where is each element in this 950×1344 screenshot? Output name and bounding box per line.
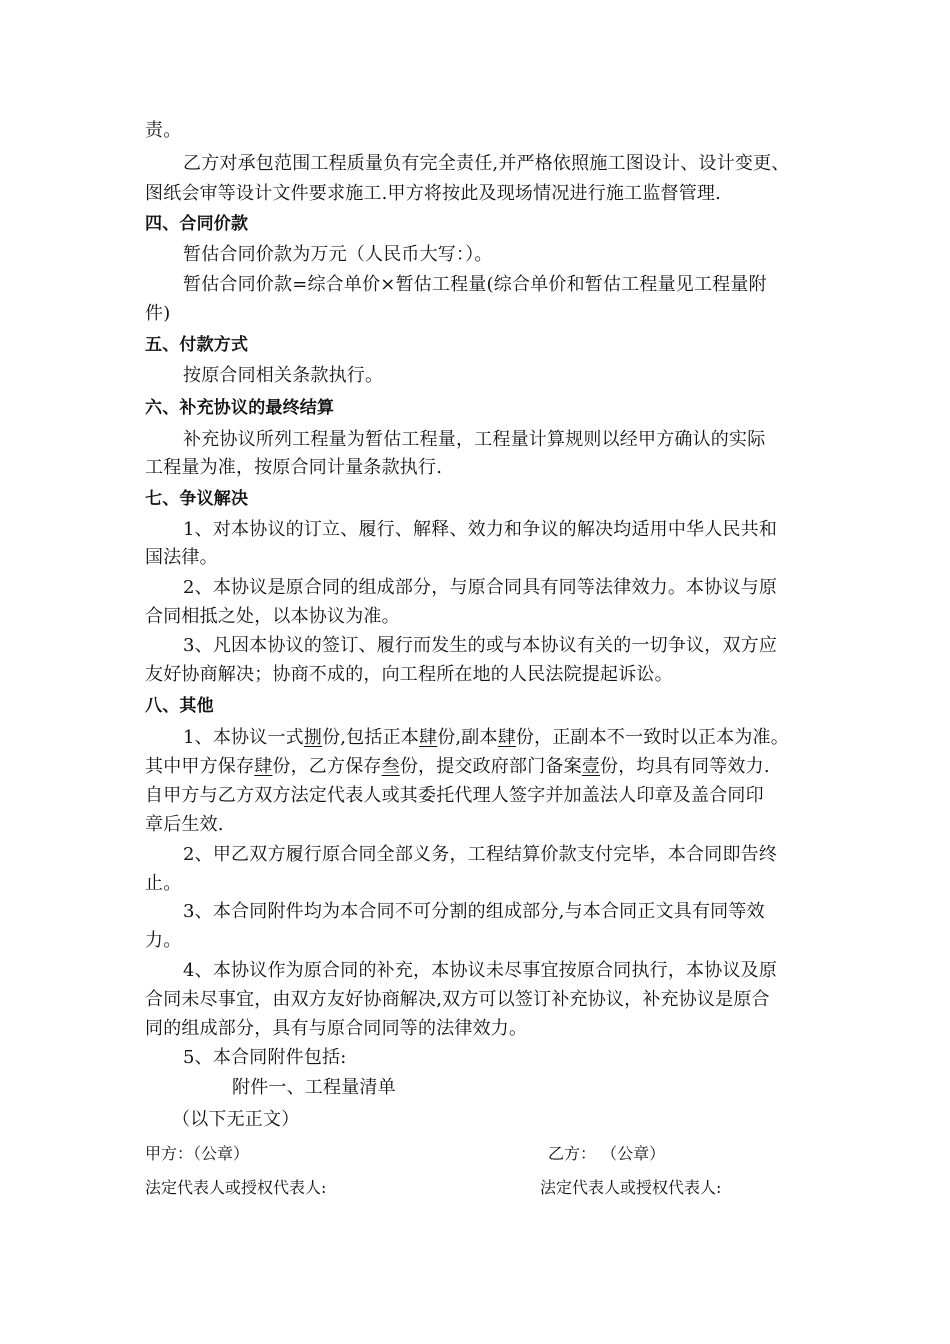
text-span: 1、本协议一式 [183, 727, 304, 748]
text-line: 合同未尽事宜，由双方友好协商解决,双方可以签订补充协议，补充协议是原合 [145, 989, 770, 1010]
text-line: 自甲方与乙方双方法定代表人或其委托代理人签字并加盖法人印章及盖合同印 [145, 785, 764, 806]
section-heading-settlement: 六、补充协议的最终结算 [145, 398, 335, 418]
text-span: 份，均具有同等效力. [600, 756, 770, 777]
text-line: 2、本协议是原合同的组成部分，与原合同具有同等法律效力。本协议与原 [183, 577, 778, 598]
text-span: 份，乙方保存 [272, 756, 382, 777]
text-line: 1、对本协议的订立、履行、解释、效力和争议的解决均适用中华人民共和 [183, 519, 778, 540]
section-heading-dispute: 七、争议解决 [145, 489, 249, 509]
text-span: 份,副本 [437, 727, 498, 748]
party-a-representative: 法定代表人或授权代表人: [145, 1178, 327, 1197]
underlined-number: 肆 [254, 756, 273, 777]
attachment-item: 附件一、工程量清单 [232, 1077, 396, 1098]
text-line: 5、本合同附件包括: [183, 1047, 347, 1068]
text-line: 止。 [145, 873, 182, 894]
text-span: 份,包括正本 [322, 727, 419, 748]
text-line: 按原合同相关条款执行。 [183, 365, 384, 386]
text-line: 图纸会审等设计文件要求施工.甲方将按此及现场情况进行施工监督管理. [145, 183, 722, 204]
party-a-seal: 甲方：（公章） [145, 1144, 250, 1163]
text-line: 友好协商解决；协商不成的，向工程所在地的人民法院提起诉讼。 [145, 664, 673, 685]
text-line: 4、本协议作为原合同的补充，本协议未尽事宜按原合同执行，本协议及原 [183, 960, 778, 981]
text-line: 2、甲乙双方履行原合同全部义务，工程结算价款支付完毕，本合同即告终 [183, 844, 778, 865]
text-line [145, 755, 770, 779]
text-line: 力。 [145, 930, 182, 951]
text-line: 3、凡因本协议的签订、履行而发生的或与本协议有关的一切争议，双方应 [183, 635, 778, 656]
text-line: 工程量为准，按原合同计量条款执行. [145, 457, 443, 478]
underlined-number: 捌 [303, 727, 323, 748]
text-line: 3、本合同附件均为本合同不可分割的组成部分,与本合同正文具有同等效 [183, 901, 765, 922]
underlined-number: 壹 [581, 756, 601, 777]
text-line: 乙方对承包范围工程质量负有完全责任,并严格依照施工图设计、设计变更、 [183, 153, 790, 174]
text-line: 件) [145, 303, 171, 324]
section-heading-price: 四、合同价款 [145, 214, 249, 234]
text-line: 暂估合同价款=综合单价×暂估工程量(综合单价和暂估工程量见工程量附 [183, 274, 767, 295]
text-line: 责。 [145, 120, 182, 141]
section-heading-payment: 五、付款方式 [145, 335, 249, 355]
text-line: 补充协议所列工程量为暂估工程量，工程量计算规则以经甲方确认的实际 [183, 429, 766, 450]
text-span: 份，正副本不一致时以正本为准。 [515, 727, 789, 748]
party-b-seal: 乙方： （公章） [548, 1144, 666, 1163]
party-b-representative: 法定代表人或授权代表人: [540, 1178, 722, 1197]
text-line [183, 726, 789, 750]
underlined-number: 肆 [497, 727, 516, 748]
text-span: 其中甲方保存 [145, 756, 255, 777]
end-note: （以下无正文） [172, 1109, 300, 1130]
text-span: 份，提交政府部门备案 [399, 756, 582, 777]
text-line: 国法律。 [145, 547, 218, 568]
text-line: 章后生效. [145, 814, 224, 835]
text-line: 合同相抵之处，以本协议为准。 [145, 606, 400, 627]
text-line: 暂估合同价款为万元（人民币大写：）。 [183, 244, 493, 265]
section-heading-other: 八、其他 [145, 696, 214, 716]
underlined-number: 叁 [381, 756, 400, 777]
text-line: 同的组成部分，具有与原合同同等的法律效力。 [145, 1018, 528, 1039]
underlined-number: 肆 [418, 727, 438, 748]
